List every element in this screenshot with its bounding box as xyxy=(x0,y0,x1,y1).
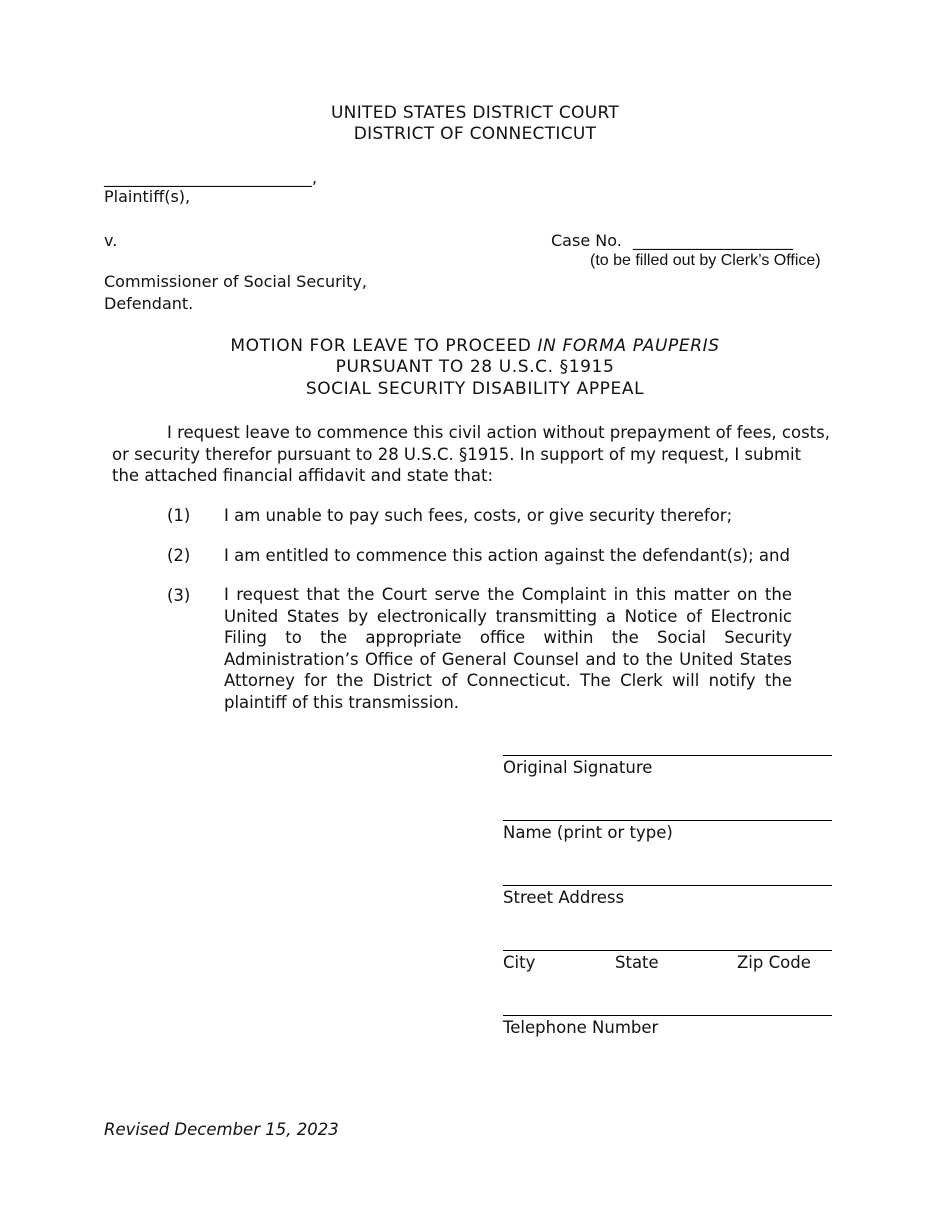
item-2-number: (2) xyxy=(167,546,191,565)
state-label: State xyxy=(615,953,659,972)
intro-line-3: the attached financial affidavit and state that: xyxy=(112,466,494,485)
street-address-line xyxy=(503,885,832,886)
defendant-label: Defendant. xyxy=(104,294,194,313)
motion-title-line3: SOCIAL SECURITY DISABILITY APPEAL xyxy=(305,379,645,399)
court-name: UNITED STATES DISTRICT COURT xyxy=(330,103,620,123)
plaintiff-blank-line: __________________________, xyxy=(104,168,318,187)
original-signature-label: Original Signature xyxy=(503,758,653,777)
versus-label: v. xyxy=(104,231,118,250)
item-3-number: (3) xyxy=(167,586,191,605)
intro-line-2: or security therefor pursuant to 28 U.S.C. §1915. In support of my request, I submit xyxy=(112,445,802,464)
item-3-text: I request that the Court serve the Complaint in this matter on the United States by electronically transmitting a Notice of Electronic Filing to the appropriate office within the Social Security Administration’s Office of General Counsel and to the United States Attorney for the District of Connecticut. The Clerk will notify the plaintiff of this transmission. xyxy=(224,585,792,712)
telephone-line xyxy=(503,1015,832,1016)
item-2-text: I am entitled to commence this action against the defendant(s); and xyxy=(224,546,790,565)
case-number-label: Case No. xyxy=(551,231,622,250)
signature-line xyxy=(503,755,832,756)
motion-title-ifp: IN FORMA PAUPERIS xyxy=(537,336,720,356)
plaintiff-label: Plaintiff(s), xyxy=(104,187,191,206)
case-number-note: (to be filled out by Clerk’s Office) xyxy=(590,252,821,269)
name-label: Name (print or type) xyxy=(503,823,673,842)
motion-title-prefix: MOTION FOR LEAVE TO PROCEED xyxy=(230,336,538,356)
street-address-label: Street Address xyxy=(503,888,625,907)
motion-title-line1 xyxy=(0,336,950,356)
item-1-number: (1) xyxy=(167,506,191,525)
case-number-blank: ____________________ xyxy=(633,231,793,250)
name-line xyxy=(503,820,832,821)
city-label: City xyxy=(503,953,536,972)
item-1-text: I am unable to pay such fees, costs, or give security therefor; xyxy=(224,506,733,525)
revision-date: Revised December 15, 2023 xyxy=(104,1120,339,1139)
city-state-zip-line xyxy=(503,950,832,951)
telephone-label: Telephone Number xyxy=(503,1018,659,1037)
court-district: DISTRICT OF CONNECTICUT xyxy=(353,124,597,144)
defendant-name: Commissioner of Social Security, xyxy=(104,272,367,291)
zip-code-label: Zip Code xyxy=(737,953,811,972)
motion-title-line2: PURSUANT TO 28 U.S.C. §1915 xyxy=(335,357,615,377)
intro-line-1: I request leave to commence this civil action without prepayment of fees, costs, xyxy=(167,423,830,442)
